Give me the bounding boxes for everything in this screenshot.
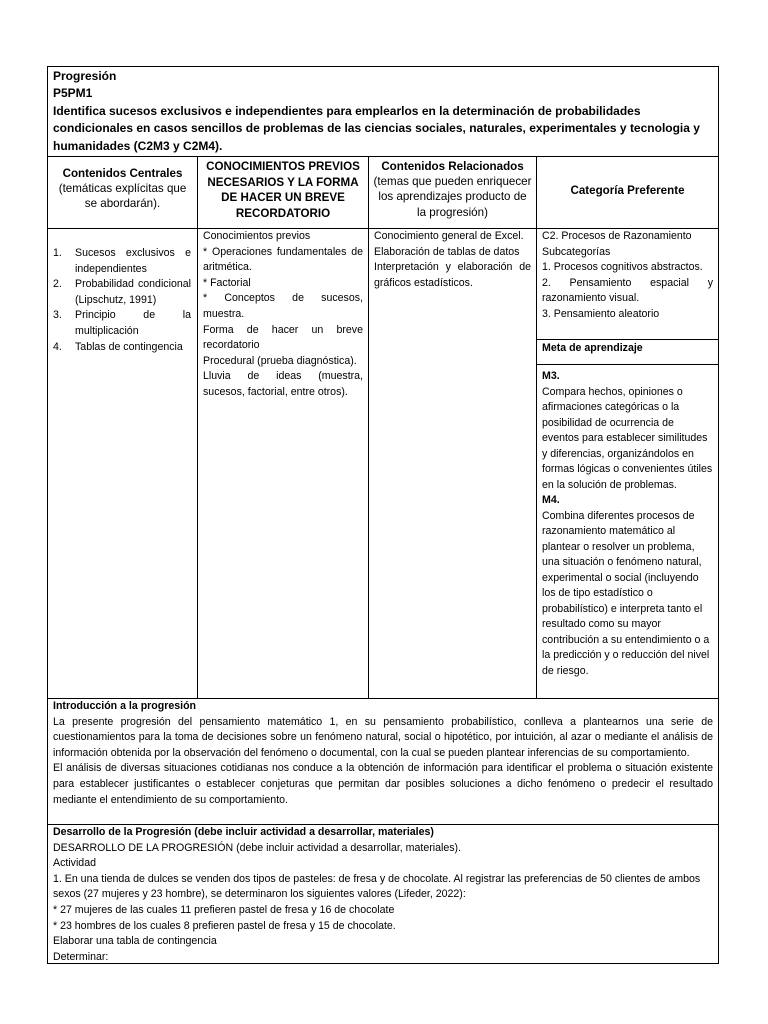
progression-document: [47, 66, 719, 964]
categoria-line: Subcategorías: [542, 245, 611, 258]
contenidos-centrales-list: [53, 246, 191, 355]
relacionados-line: Elaboración de tablas de datos: [374, 245, 520, 258]
col3-subtitle: (temas que pueden enriquecer los aprendizajes producto de la progresión): [373, 175, 532, 219]
desarrollo-line: * 23 hombres de los cuales 8 prefieren pastel de fresa y 15 de chocolate.: [53, 919, 396, 932]
col-header-contenidos-centrales: [48, 156, 197, 228]
desarrollo-line: Actividad: [53, 857, 96, 870]
conocimientos-line: Forma de hacer un breve recordatorio: [203, 323, 363, 352]
list-item: 4. Tablas de contingencia: [53, 340, 183, 353]
progression-header: [53, 68, 713, 156]
desarrollo-section: [48, 824, 718, 963]
contenidos-relacionados-cell: [368, 228, 536, 698]
categoria-cell: [536, 228, 718, 339]
list-item: 2. Probabilidad condicional (Lipschutz, 1991): [53, 278, 191, 306]
relacionados-line: Conocimiento general de Excel.: [374, 230, 524, 242]
col3-title: Contenidos Relacionados: [381, 160, 524, 173]
desarrollo-line: 1. En una tienda de dulces se venden dos tipos de pasteles: de fresa y de chocolate. Al registrar las preferencias de 50 clientes de ambos sexos (27 mujeres y 23 hombre), se determinaron los siguientes valores (Lifeder, 2022):: [53, 872, 701, 901]
desarrollo-line: * 27 mujeres de las cuales 11 prefieren pastel de fresa y 16 de chocolate: [53, 903, 395, 916]
meta-title-cell: [536, 339, 718, 364]
desarrollo-line: Elaborar una tabla de contingencia: [53, 935, 217, 948]
desarrollo-title: Desarrollo de la Progresión (debe incluir actividad a desarrollar, materiales): [53, 826, 434, 838]
meta-m4-text: Combina diferentes procesos de razonamiento matemático al plantear o resolver un problema, una situación o fenómeno natural, experimental o social (incluyendo los de tipo estadístico o probabilístico) e interpreta tanto el resultado como su mayor contribución a su entendimiento o a la predicción y o reducción del nivel de riesgo.: [542, 509, 710, 677]
categoria-line: C2. Procesos de Razonamiento: [542, 230, 692, 242]
conocimientos-line: * Conceptos de sucesos, muestra.: [203, 292, 363, 320]
col4-title: Categoría Preferente: [570, 184, 685, 197]
col1-title: Contenidos Centrales: [62, 167, 183, 180]
categoria-line: 3. Pensamiento aleatorio: [542, 307, 660, 320]
list-item: 1. Sucesos exclusivos e independientes: [53, 247, 191, 275]
col1-subtitle: (temáticas explícitas que se abordarán).: [58, 182, 187, 211]
list-item: 3. Principio de la multiplicación: [53, 309, 191, 337]
conocimientos-line: Conocimientos previos: [203, 230, 311, 242]
categoria-line: 1. Procesos cognitivos abstractos.: [542, 261, 703, 274]
progression-description: Identifica sucesos exclusivos e independientes para emplearlos en la determinación de probabilidades condicionales en casos sencillos de problemas de las ciencias sociales, naturales, experimentales y tecnologia y humanidades (C2M3 y C2M4).: [53, 103, 700, 153]
introduccion-paragraph-1: La presente progresión del pensamiento matemático 1, en su pensamiento probabilístico, conlleva a plantearnos una serie de cuestionamientos para la toma de decisiones sobre un fenómeno natural, social o hipotético, por intuición, al azar o mediante el análisis de información obtenida por la observación del fenómeno o documental, con la cual se pueden plantear inferencias de su comportamiento.: [53, 715, 713, 759]
introduccion-title: Introducción a la progresión: [53, 700, 197, 712]
contenidos-centrales-cell: [48, 228, 197, 698]
conocimientos-line: Lluvia de ideas (muestra, sucesos, factorial, entre otros).: [203, 370, 363, 398]
progression-code: P5PM1: [53, 86, 93, 101]
col2-title: CONOCIMIENTOS PREVIOS NECESARIOS Y LA FORMA DE HACER UN BREVE RECORDATORIO: [206, 160, 360, 220]
relacionados-line: Interpretación y elaboración de gráficos estadísticos.: [374, 261, 531, 289]
conocimientos-line: Procedural (prueba diagnóstica).: [203, 354, 357, 367]
col-header-categoria-preferente: [536, 156, 718, 228]
meta-m3-text: Compara hechos, opiniones o afirmaciones categóricas o la posibilidad de ocurrencia de eventos para establecer similitudes y diferencias, organizándolos en formas lógicas o convenientes útiles en la solución de problemas.: [542, 385, 713, 491]
introduccion-section: [48, 698, 718, 824]
introduccion-paragraph-2: El análisis de diversas situaciones cotidianas nos conduce a la obtención de información para identificar el problema o situación existente para establecer justificantes o establecer conjeturas que permitan dar posibles soluciones a dicho fenómeno o predecir el resultado mediante el entendimiento de su comportamiento.: [53, 762, 713, 806]
categoria-line: 2. Pensamiento espacial y razonamiento visual.: [542, 276, 713, 305]
meta-content-cell: [536, 364, 718, 698]
col-header-contenidos-relacionados: [368, 156, 536, 228]
conocimientos-line: * Operaciones fundamentales de aritmética.: [203, 245, 363, 274]
col-header-conocimientos-previos: [197, 156, 368, 228]
desarrollo-line: Determinar:: [53, 950, 109, 963]
conocimientos-previos-cell: [197, 228, 368, 698]
conocimientos-line: * Factorial: [203, 276, 251, 289]
meta-m4-label: M4.: [542, 494, 560, 506]
progression-title: Progresión: [53, 69, 117, 83]
meta-m3-label: M3.: [542, 370, 560, 382]
meta-title: Meta de aprendizaje: [542, 342, 643, 354]
desarrollo-subtitle: DESARROLLO DE LA PROGRESIÓN (debe incluir actividad a desarrollar, materiales).: [53, 841, 462, 854]
